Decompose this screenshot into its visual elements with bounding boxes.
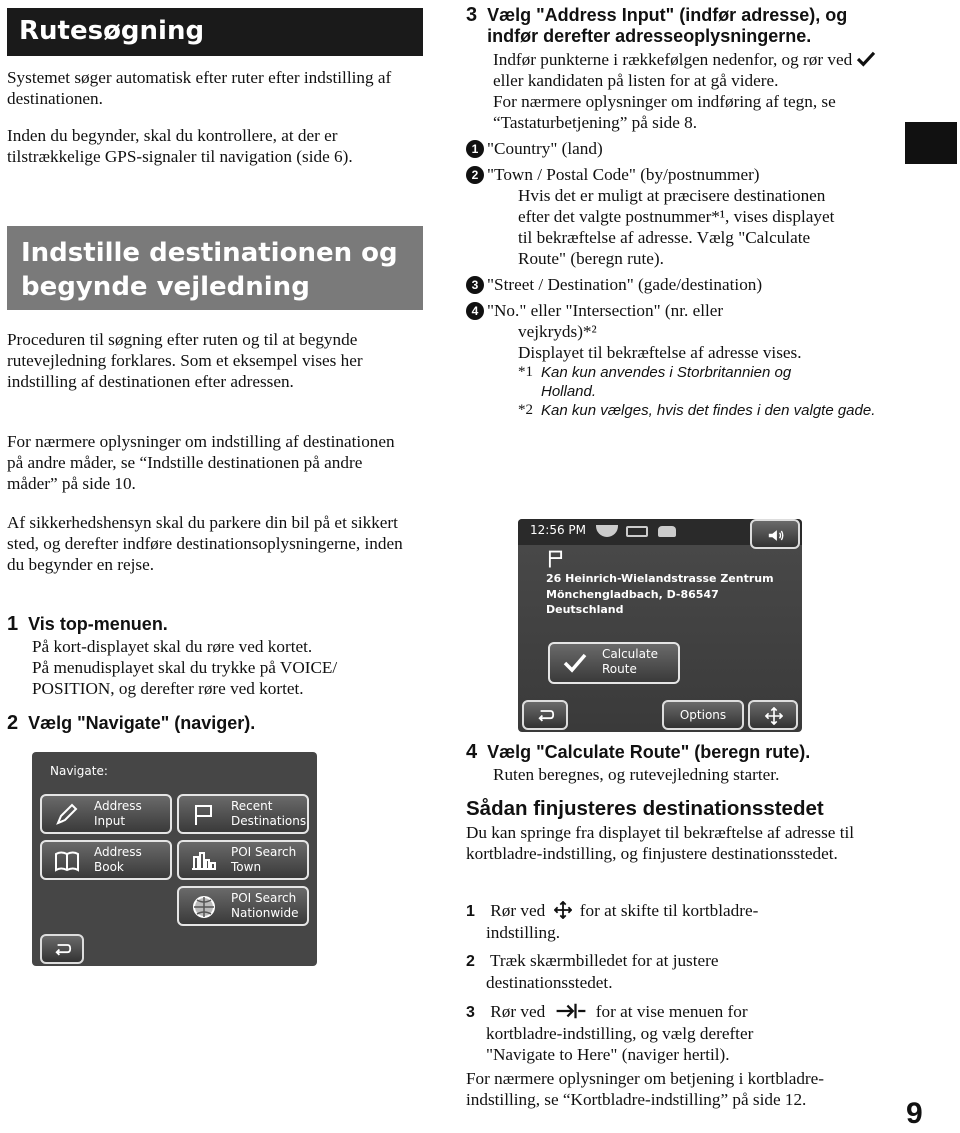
address-line-2: Mönchengladbach, D-86547 <box>546 588 719 601</box>
step-title: Vælg "Calculate Route" (beregn rute). <box>487 742 811 762</box>
page-number: 9 <box>906 1097 923 1130</box>
button-label: Address Input <box>94 799 142 828</box>
move-arrows-icon <box>554 901 572 919</box>
step-number: 2 <box>7 712 19 734</box>
city-icon <box>191 849 217 873</box>
step-number: 4 <box>466 741 478 763</box>
step-number: 2 <box>466 953 475 970</box>
fine-tune-body: Du kan springe fra displayet til bekræftelse af adresse til kortbladre-indstilling, og finjustere destinationsstedet. <box>466 823 855 863</box>
car-icon <box>658 526 676 537</box>
item-number-cont: vejkryds)*² <box>518 322 597 341</box>
globe-icon <box>191 895 217 919</box>
section-title: Rutesøgning <box>7 8 423 56</box>
pencil-icon <box>54 803 80 827</box>
navigate-header: Navigate: <box>50 764 108 778</box>
step-3-instruction: Indfør punkterne i rækkefølgen nedenfor, og rør ved eller kandidaten på listen for at gå videre. <box>493 49 886 91</box>
checkmark-icon <box>562 651 588 675</box>
fine-tune-heading: Sådan finjusteres destinationsstedet <box>466 797 824 820</box>
footnote-2: *2 Kan kun vælges, hvis det findes i den valgte gade. <box>518 402 876 419</box>
flag-icon <box>548 549 563 569</box>
navigate-menu-screenshot <box>32 752 317 966</box>
step-3 <box>466 5 886 420</box>
address-line-3: Deutschland <box>546 603 624 616</box>
volume-button[interactable] <box>750 519 800 549</box>
item-country: 1 "Country" (land) <box>466 138 886 159</box>
step-1-line-1: På kort-displayet skal du røre ved kortet. <box>32 637 313 656</box>
address-input-button[interactable] <box>40 794 172 834</box>
clock: 12:56 PM <box>530 523 586 537</box>
number-badge: 4 <box>466 302 484 320</box>
number-badge: 2 <box>466 166 484 184</box>
item-number: 4 "No." eller "Intersection" (nr. eller <box>466 300 886 321</box>
chapter-tab <box>905 122 957 164</box>
paragraph-safety: Af sikkerhedshensyn skal du parkere din bil på et sikkert sted, og derefter indføre destinationsoplysningerne, inden du begynder en rejse. <box>7 513 403 574</box>
footnote-1: *1 Kan kun anvendes i Storbritannien og Holland. <box>518 364 792 400</box>
checkmark-icon <box>856 51 876 67</box>
button-label: Address Book <box>94 845 142 874</box>
step-4 <box>466 741 886 785</box>
paragraph-other-ways: For nærmere oplysninger om indstilling af destinationen på andre måder, se “Indstille destinationen på andre måder” på side 10. <box>7 432 395 493</box>
step-title: Vis top-menuen. <box>28 614 168 634</box>
step-title: Vælg "Address Input" (indfør adresse), og indfør derefter adresseoplysningerne. <box>487 5 848 46</box>
step-4-body: Ruten beregnes, og rutevejledning starter. <box>493 765 780 784</box>
options-button[interactable]: Options <box>662 700 744 730</box>
recent-destinations-button[interactable] <box>177 794 309 834</box>
step-1-line-2: På menudisplayet skal du trykke på VOICE/ POSITION, og derefter røre ved kortet. <box>32 658 338 698</box>
step-number: 1 <box>7 613 19 635</box>
move-arrows-icon <box>765 707 783 725</box>
step-1 <box>7 613 422 699</box>
address-book-button[interactable] <box>40 840 172 880</box>
step-3-keyboard-ref: For nærmere oplysninger om indføring af tegn, se “Tastaturbetjening” på side 8. <box>493 92 836 132</box>
item-number-detail: Displayet til bekræftelse af adresse vises. <box>518 343 802 362</box>
flag-icon <box>191 803 217 827</box>
button-label: POI Search Nationwide <box>231 891 299 920</box>
back-button[interactable] <box>522 700 568 730</box>
battery-icon <box>626 526 648 537</box>
address-line-1: 26 Heinrich-Wielandstrasse Zentrum <box>546 572 774 585</box>
item-town: 2 "Town / Postal Code" (by/postnummer) <box>466 164 886 185</box>
return-arrow-icon <box>537 709 555 722</box>
step-number: 1 <box>466 903 475 920</box>
book-icon <box>54 849 80 873</box>
button-label: POI Search Town <box>231 845 297 874</box>
step-number: 3 <box>466 4 478 26</box>
item-street: 3 "Street / Destination" (gade/destination) <box>466 274 886 295</box>
step-title: Vælg "Navigate" (naviger). <box>28 713 256 733</box>
menu-arrow-icon <box>554 1002 588 1020</box>
intro-paragraph-1: Systemet søger automatisk efter ruter efter indstilling af destinationen. <box>7 68 392 108</box>
poi-search-town-button[interactable] <box>177 840 309 880</box>
fine-step-2: 2 Træk skærmbilledet for at justere destinationsstedet. <box>466 951 719 992</box>
return-arrow-icon <box>54 943 72 956</box>
step-number: 3 <box>466 1004 475 1021</box>
paragraph-procedure: Proceduren til søgning efter ruten og til at begynde rutevejledning forklares. Som et eksempel vises her indstilling af destinationen efter adressen. <box>7 330 363 391</box>
item-town-detail: Hvis det er muligt at præcisere destinationen efter det valgte postnummer*¹, vises displayet til bekræftelse af adresse. Vælg "Calculate Route" (beregn rute). <box>518 186 835 268</box>
number-badge: 3 <box>466 276 484 294</box>
calculate-route-button[interactable] <box>548 642 680 684</box>
closing-paragraph: For nærmere oplysninger om betjening i kortbladre-indstilling, se “Kortbladre-indstilling” på side 12. <box>466 1069 824 1109</box>
fine-step-1: 1 Rør ved for at skifte til kortbladre- indstilling. <box>466 901 759 942</box>
number-badge: 1 <box>466 140 484 158</box>
back-button[interactable] <box>40 934 84 964</box>
fine-step-3: 3 Rør ved for at vise menuen for kortbladre-indstilling, og vælg derefter "Navigate to Here" (naviger hertil). <box>466 1002 754 1064</box>
intro-paragraph-2: Inden du begynder, skal du kontrollere, at der er tilstrækkelige GPS-signaler til navigation (side 6). <box>7 126 353 166</box>
scroll-map-button[interactable] <box>748 700 798 730</box>
button-label: Recent Destinations <box>231 799 307 828</box>
address-confirmation-screenshot <box>518 519 802 732</box>
step-2 <box>7 712 422 735</box>
button-label: Calculate Route <box>602 647 659 676</box>
subsection-title: Indstille destinationen og begynde vejledning <box>7 226 423 310</box>
speaker-icon <box>767 529 785 542</box>
poi-search-nationwide-button[interactable] <box>177 886 309 926</box>
